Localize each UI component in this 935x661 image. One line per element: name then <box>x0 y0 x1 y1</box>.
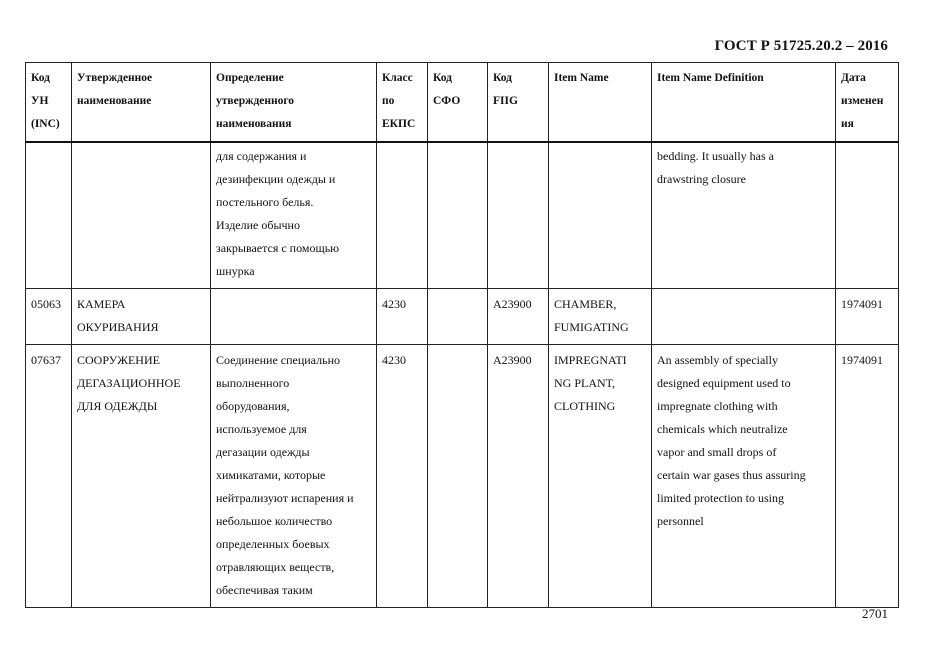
cell-fiig: A23900 <box>488 345 549 608</box>
table-row <box>26 289 899 345</box>
cell-definition: Соединение специально выполненного оборудования, используемое для дегазации одежды химикатами, которые нейтрализуют испарения и небольшое количество определенных боевых отравляющих веществ, обеспечивая таким <box>211 345 377 608</box>
cell-item-name-definition <box>652 289 836 345</box>
cell-approved-name: КАМЕРА ОКУРИВАНИЯ <box>72 289 211 345</box>
cell-definition: для содержания и дезинфекции одежды и постельного белья. Изделие обычно закрывается с помощью шнурка <box>211 142 377 289</box>
page-number: 2701 <box>862 606 888 621</box>
cell-class: 4230 <box>377 345 428 608</box>
table-row <box>26 142 899 289</box>
document-standard-header: ГОСТ Р 51725.20.2 – 2016 <box>714 38 888 54</box>
cell-approved-name <box>72 142 211 289</box>
cell-fiig <box>488 142 549 289</box>
cell-approved-name: СООРУЖЕНИЕ ДЕГАЗАЦИОННОЕ ДЛЯ ОДЕЖДЫ <box>72 345 211 608</box>
cell-item-name: IMPREGNATI NG PLANT, CLOTHING <box>549 345 652 608</box>
column-header-item-name-definition: Item Name Definition <box>652 63 836 143</box>
cell-date <box>836 142 899 289</box>
cell-item-name <box>549 142 652 289</box>
cell-sfo <box>428 345 488 608</box>
cell-sfo <box>428 289 488 345</box>
cell-item-name-definition: bedding. It usually has a drawstring closure <box>652 142 836 289</box>
column-header-sfo: Код СФО <box>428 63 488 143</box>
cell-definition <box>211 289 377 345</box>
table-header-row <box>26 63 899 143</box>
cell-sfo <box>428 142 488 289</box>
cell-class <box>377 142 428 289</box>
column-header-class: Класс по ЕКПС <box>377 63 428 143</box>
cell-item-name: CHAMBER, FUMIGATING <box>549 289 652 345</box>
column-header-definition: Определение утвержденного наименования <box>211 63 377 143</box>
cell-class: 4230 <box>377 289 428 345</box>
cell-inc <box>26 142 72 289</box>
cell-date: 1974091 <box>836 345 899 608</box>
catalog-table <box>25 62 899 608</box>
cell-inc: 07637 <box>26 345 72 608</box>
cell-date: 1974091 <box>836 289 899 345</box>
column-header-fiig: Код FIIG <box>488 63 549 143</box>
column-header-approved-name: Утвержденное наименование <box>72 63 211 143</box>
table-row <box>26 345 899 608</box>
column-header-item-name: Item Name <box>549 63 652 143</box>
cell-inc: 05063 <box>26 289 72 345</box>
cell-fiig: A23900 <box>488 289 549 345</box>
column-header-date: Дата изменен ия <box>836 63 899 143</box>
cell-item-name-definition: An assembly of specially designed equipment used to impregnate clothing with chemicals which neutralize vapor and small drops of certain war gases thus assuring limited protection to using personnel <box>652 345 836 608</box>
column-header-inc: Код УН (INC) <box>26 63 72 143</box>
